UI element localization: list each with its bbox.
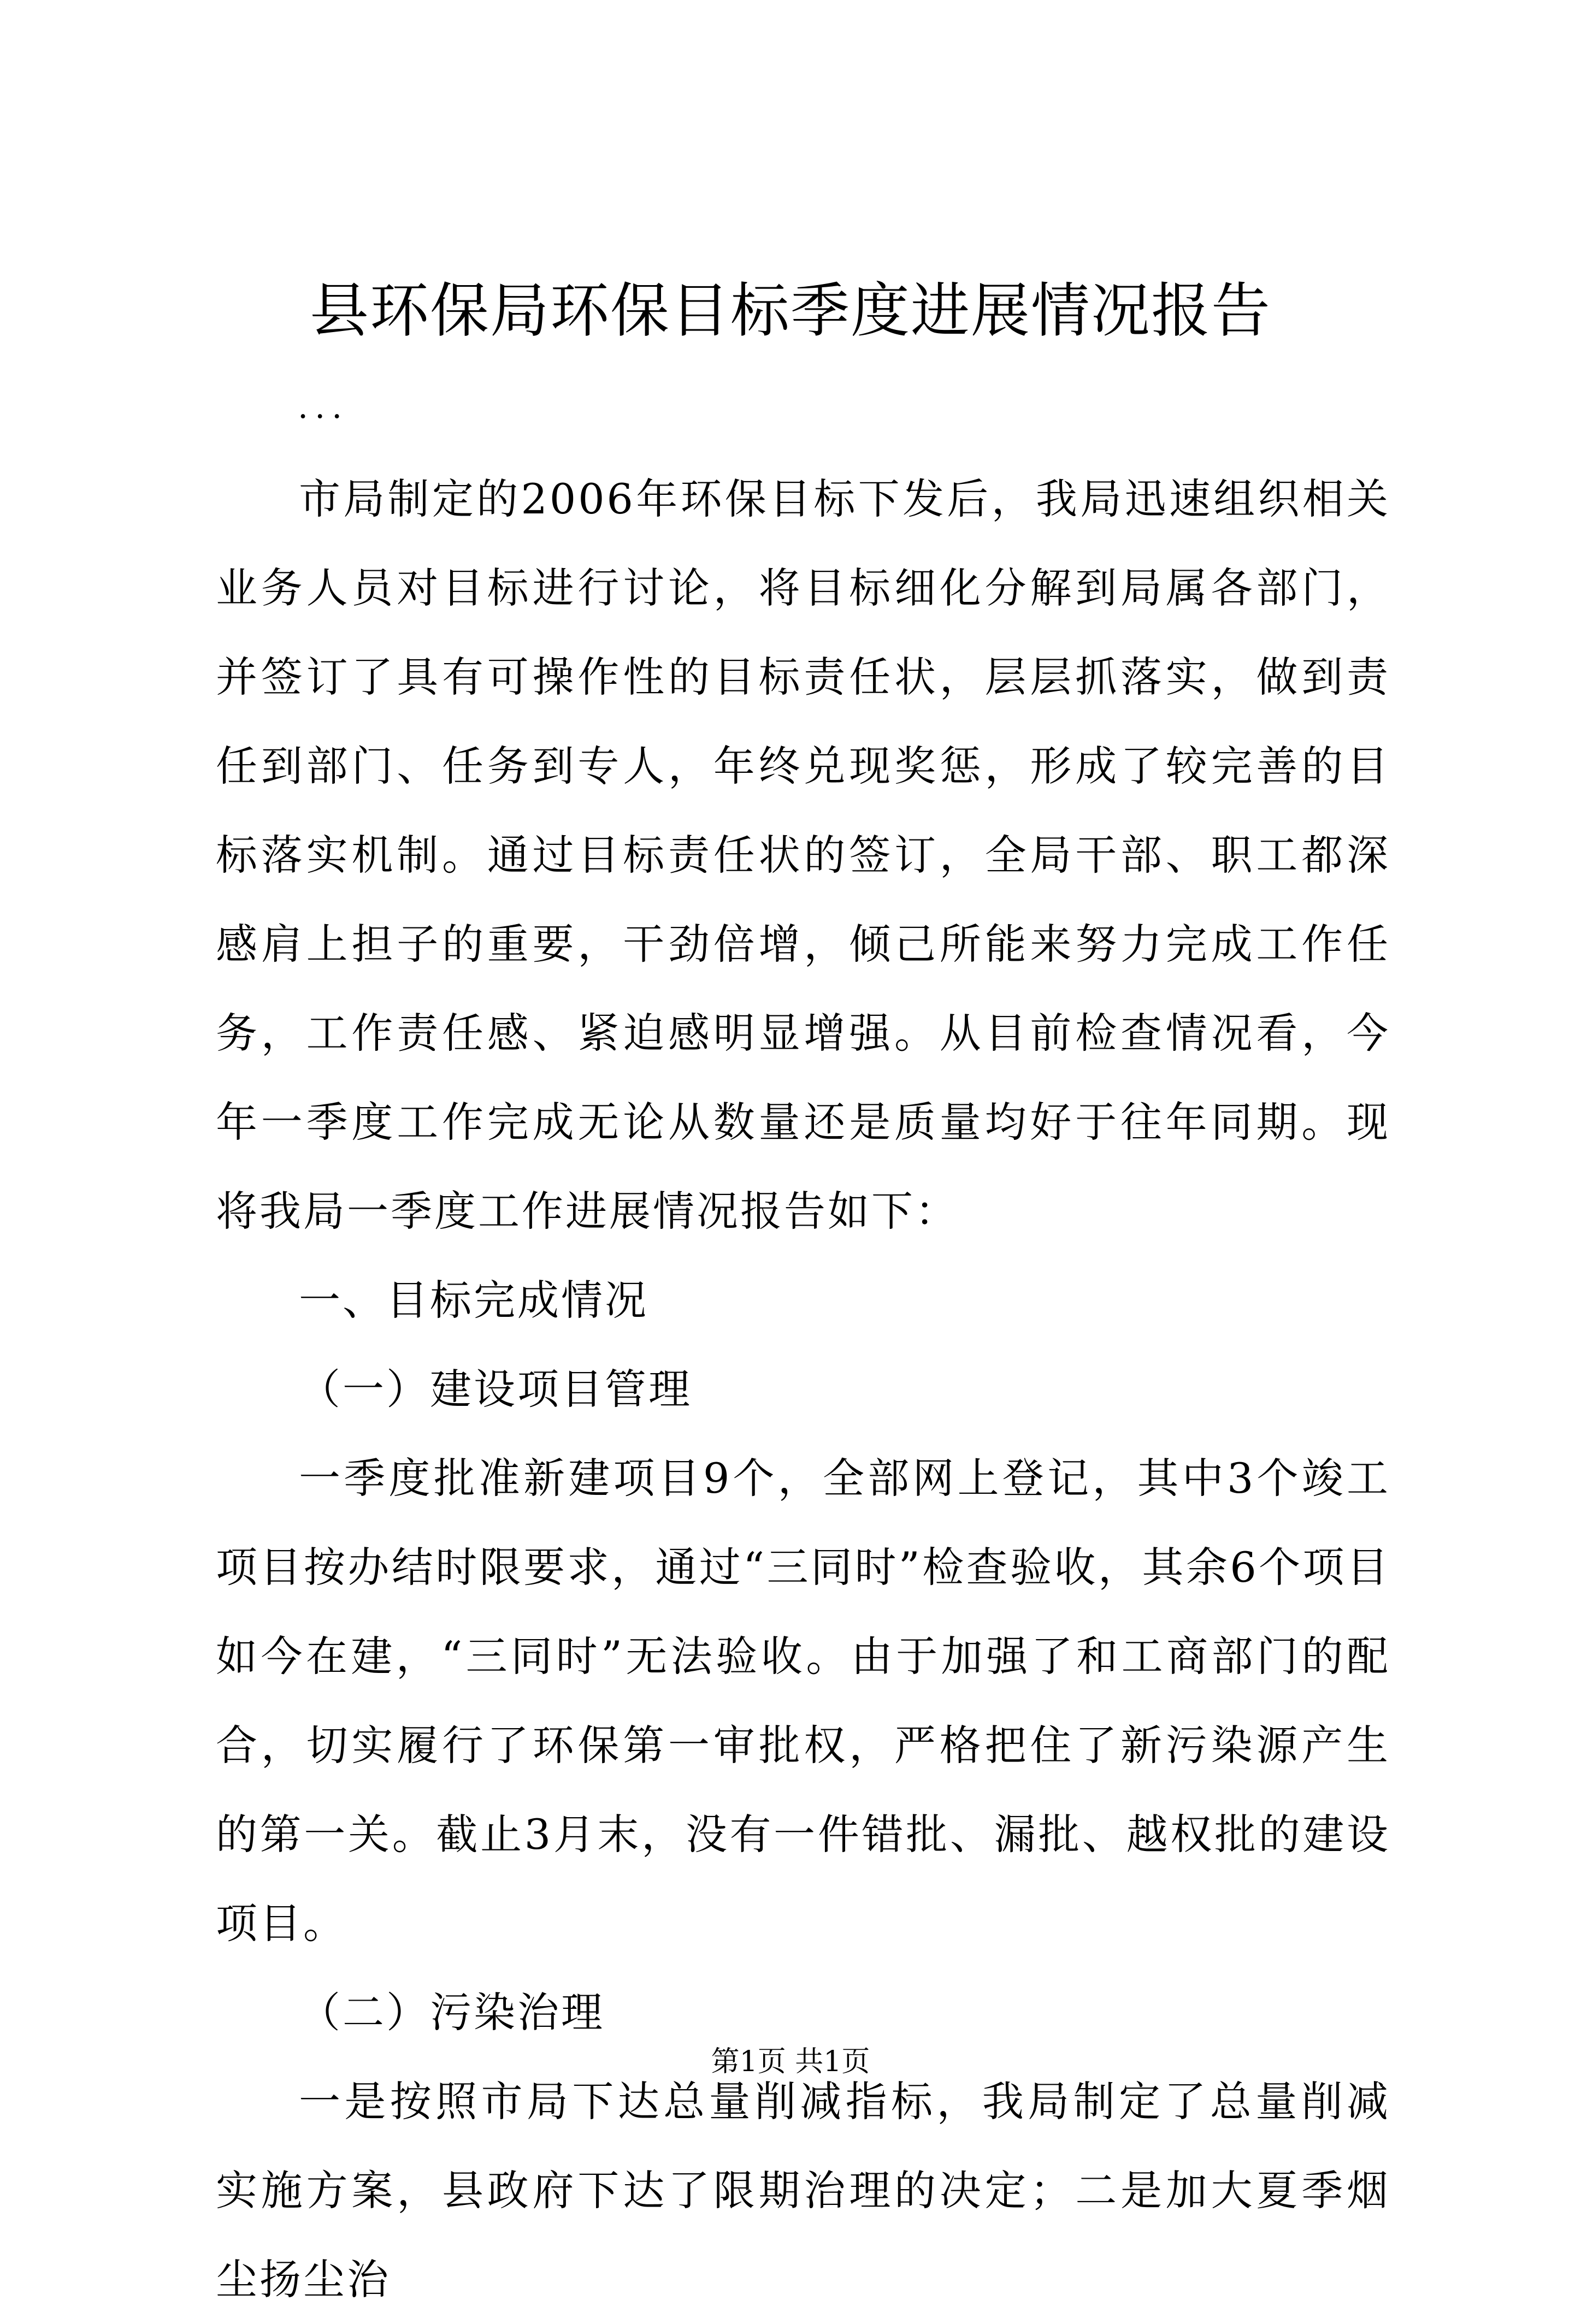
section-heading-1: 一、目标完成情况 [299,1276,648,1324]
document-title: 县环保局环保目标季度进展情况报告 [309,277,1271,345]
subsection-heading-2: （二）污染治理 [299,1988,605,2037]
subsection-heading-1: （一）建设项目管理 [299,1365,692,1414]
subsection-paragraph-1: 一季度批准新建项目9个，全部网上登记，其中3个竣工项目按办结时限要求，通过“三同时”检查验收，其余6个项目如今在建，“三同时”无法验收。由于加强了和工商部门的配合，切实履行了环保第一审批权，严格把住了新污染源产生的第一关。截止3月末，没有一件错批、漏批、越权批的建设项目。 [216,1454,1390,1948]
ellipsis-marker: ... [298,388,349,426]
subsection-paragraph-2: 一是按照市局下达总量削减指标，我局制定了总量削减实施方案，县政府下达了限期治理的决定；二是加大夏季烟尘扬尘治 [216,2077,1390,2304]
page-footer: 第1页 共1页 [711,2045,870,2078]
intro-paragraph: 市局制定的2006年环保目标下发后，我局迅速组织相关业务人员对目标进行讨论，将目标细化分解到局属各部门，并签订了具有可操作性的目标责任状，层层抓落实，做到责任到部门、任务到专人，年终兑现奖惩，形成了较完善的目标落实机制。通过目标责任状的签订，全局干部、职工都深感肩上担子的重要，干劲倍增，倾己所能来努力完成工作任务，工作责任感、紧迫感明显增强。从目前检查情况看，今年一季度工作完成无论从数量还是质量均好于往年同期。现将我局一季度工作进展情况报告如下： [216,475,1390,1235]
